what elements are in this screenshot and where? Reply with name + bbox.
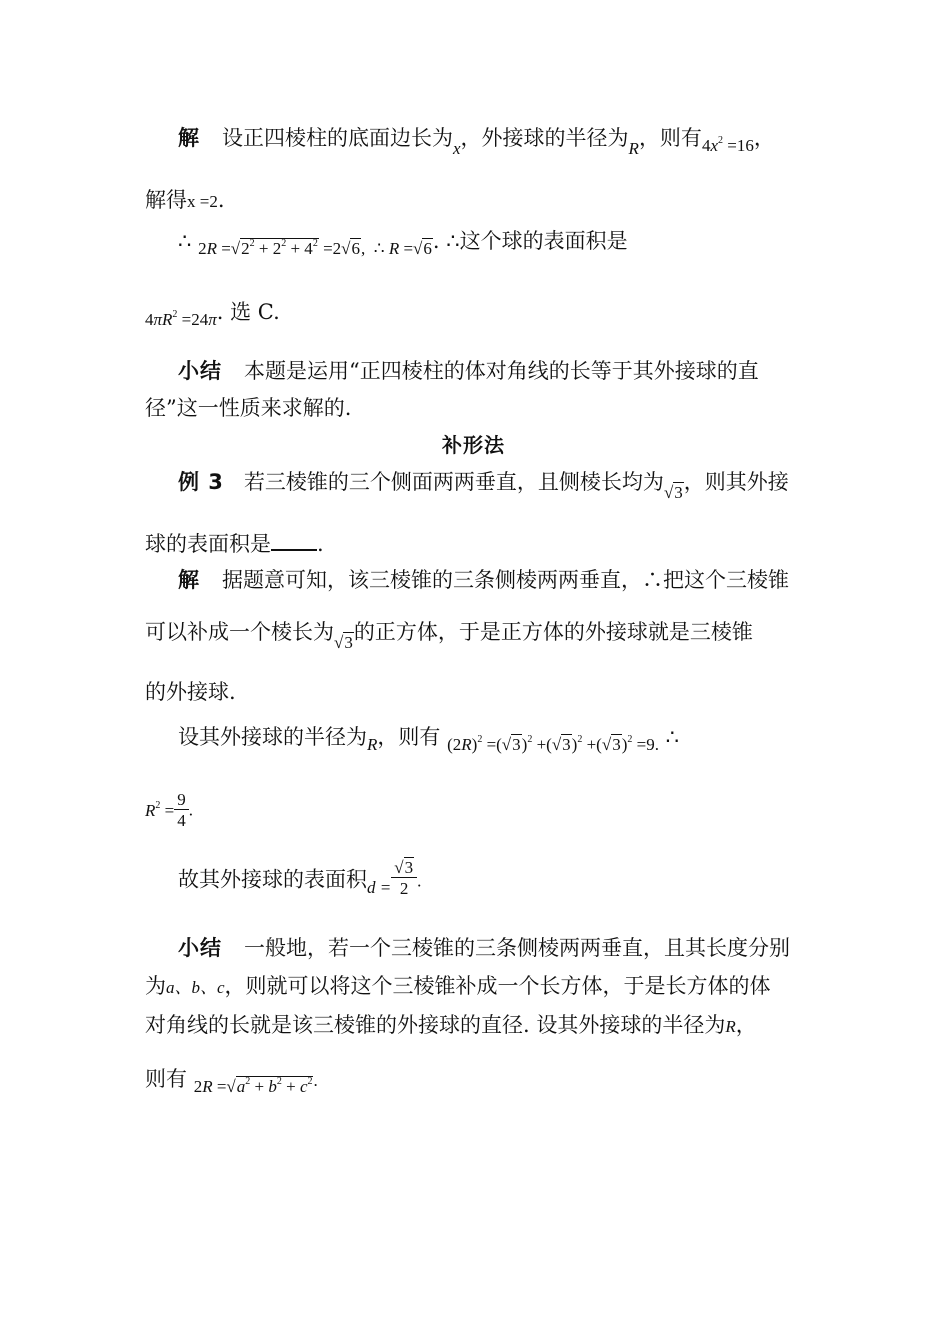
text: 球的表面积是 — [145, 532, 271, 556]
summary-label: 小结 — [178, 936, 222, 960]
text: ， — [735, 1013, 757, 1037]
text: 本题是运用“正四棱柱的体对角线的长等于其外接球的直 — [244, 359, 759, 383]
solution-line-2 — [145, 190, 225, 211]
summary-1-line-1 — [178, 361, 759, 382]
lhs: $R^2$ = — [145, 799, 175, 820]
text: ，则就可以将这个三棱锥补成一个长方体，于是长方体的体 — [224, 974, 771, 998]
answer-blank[interactable] — [271, 533, 317, 551]
equation: 4πR2 =24π — [145, 309, 217, 329]
solution-label: 解 — [178, 126, 200, 150]
text: 故其外接球的表面积 — [178, 867, 367, 892]
equation: x =2 — [187, 192, 218, 211]
abc: a、b、c — [166, 978, 225, 997]
var-R: R — [628, 139, 639, 158]
summary-2-line-4 — [145, 1067, 318, 1096]
text: 的正方体，于是正方体的外接球就是三棱锥 — [353, 620, 753, 644]
text: 对角线的长就是该三棱锥的外接球的直径. 设其外接球的半径为 — [145, 1013, 726, 1037]
text: 则有 — [145, 1067, 187, 1091]
var-R: R — [725, 1017, 736, 1036]
equation: (2R)2 =(√3)2 +(√3)2 +(√3)2 =9. — [447, 734, 659, 754]
text: 据题意可知，该三棱锥的三条侧棱两两垂直，∴把这个三棱锥 — [222, 568, 789, 592]
text: . — [217, 188, 225, 212]
root-3: √3 — [334, 633, 353, 652]
text: ，则有 — [377, 725, 441, 749]
root-3: √3 — [663, 483, 683, 502]
text: . ∴这个球的表面积是 — [432, 229, 628, 253]
text: 一般地，若一个三棱锥的三条侧棱两两垂直，且其长度分别 — [244, 936, 790, 960]
section-heading: 补形法 — [442, 433, 505, 457]
summary-2-line-2 — [145, 976, 771, 997]
numerator: √3 — [391, 859, 417, 878]
therefore-symbol: ∴ — [178, 229, 192, 253]
text: 解得 — [145, 188, 187, 212]
solution-line-1 — [178, 126, 775, 158]
summary-1-line-2: 径”这一性质来求解的. — [145, 396, 352, 420]
surface-area-line — [178, 858, 422, 898]
text: ，则其外接 — [683, 470, 789, 494]
text: . — [313, 1071, 318, 1090]
denominator: 4 — [177, 811, 186, 830]
text: ，则有 — [638, 126, 702, 150]
solution-label: 解 — [178, 568, 200, 592]
lhs: d = — [367, 877, 392, 897]
r-squared-line — [145, 791, 193, 829]
fraction — [391, 859, 417, 897]
text: . — [417, 871, 422, 891]
text: 若三棱锥的三个侧面两两垂直，且侧棱长均为 — [243, 470, 664, 494]
text: ， — [753, 126, 775, 150]
text: . 选 C. — [216, 300, 280, 324]
text: 可以补成一个棱长为 — [145, 620, 334, 644]
summary-2-line-3 — [145, 1015, 757, 1036]
var-x: x — [453, 139, 461, 158]
text: 为 — [145, 974, 166, 998]
text: 设其外接球的半径为 — [178, 725, 367, 749]
equation: 4x2 =16 — [701, 135, 754, 155]
var-R: R — [367, 735, 378, 754]
equation: 2R =√22 + 22 + 42 =2√6, ∴ R =√6 — [198, 238, 432, 258]
example-3-line-2 — [145, 533, 324, 555]
example-label: 例 3 — [178, 470, 224, 494]
summary-label: 小结 — [178, 359, 222, 383]
solution-2-line-2 — [145, 620, 753, 652]
summary-2-line-1 — [178, 938, 790, 959]
solution-2-line-3: 的外接球. — [145, 680, 236, 704]
fraction — [174, 791, 189, 829]
text: . — [188, 800, 193, 820]
numerator: 9 — [174, 791, 189, 810]
solution-2-line-1 — [178, 570, 789, 591]
solution-line-4 — [145, 300, 280, 329]
text: 设正四棱柱的底面边长为 — [222, 126, 453, 150]
text: . — [317, 532, 324, 556]
solution-line-3 — [178, 229, 628, 258]
denominator: 2 — [399, 879, 409, 898]
equation: 2R =√a2 + b2 + c2 — [193, 1076, 313, 1096]
example-3-line-1 — [178, 470, 789, 502]
radius-equation-line: 设其外接球的半径为$_R$，则有 $_{(2R)^2 =(√3)^2 +(√3)^2 +(√3)^2 =9.}$ ∴ — [178, 725, 680, 754]
text: ，外接球的半径为 — [460, 126, 629, 150]
